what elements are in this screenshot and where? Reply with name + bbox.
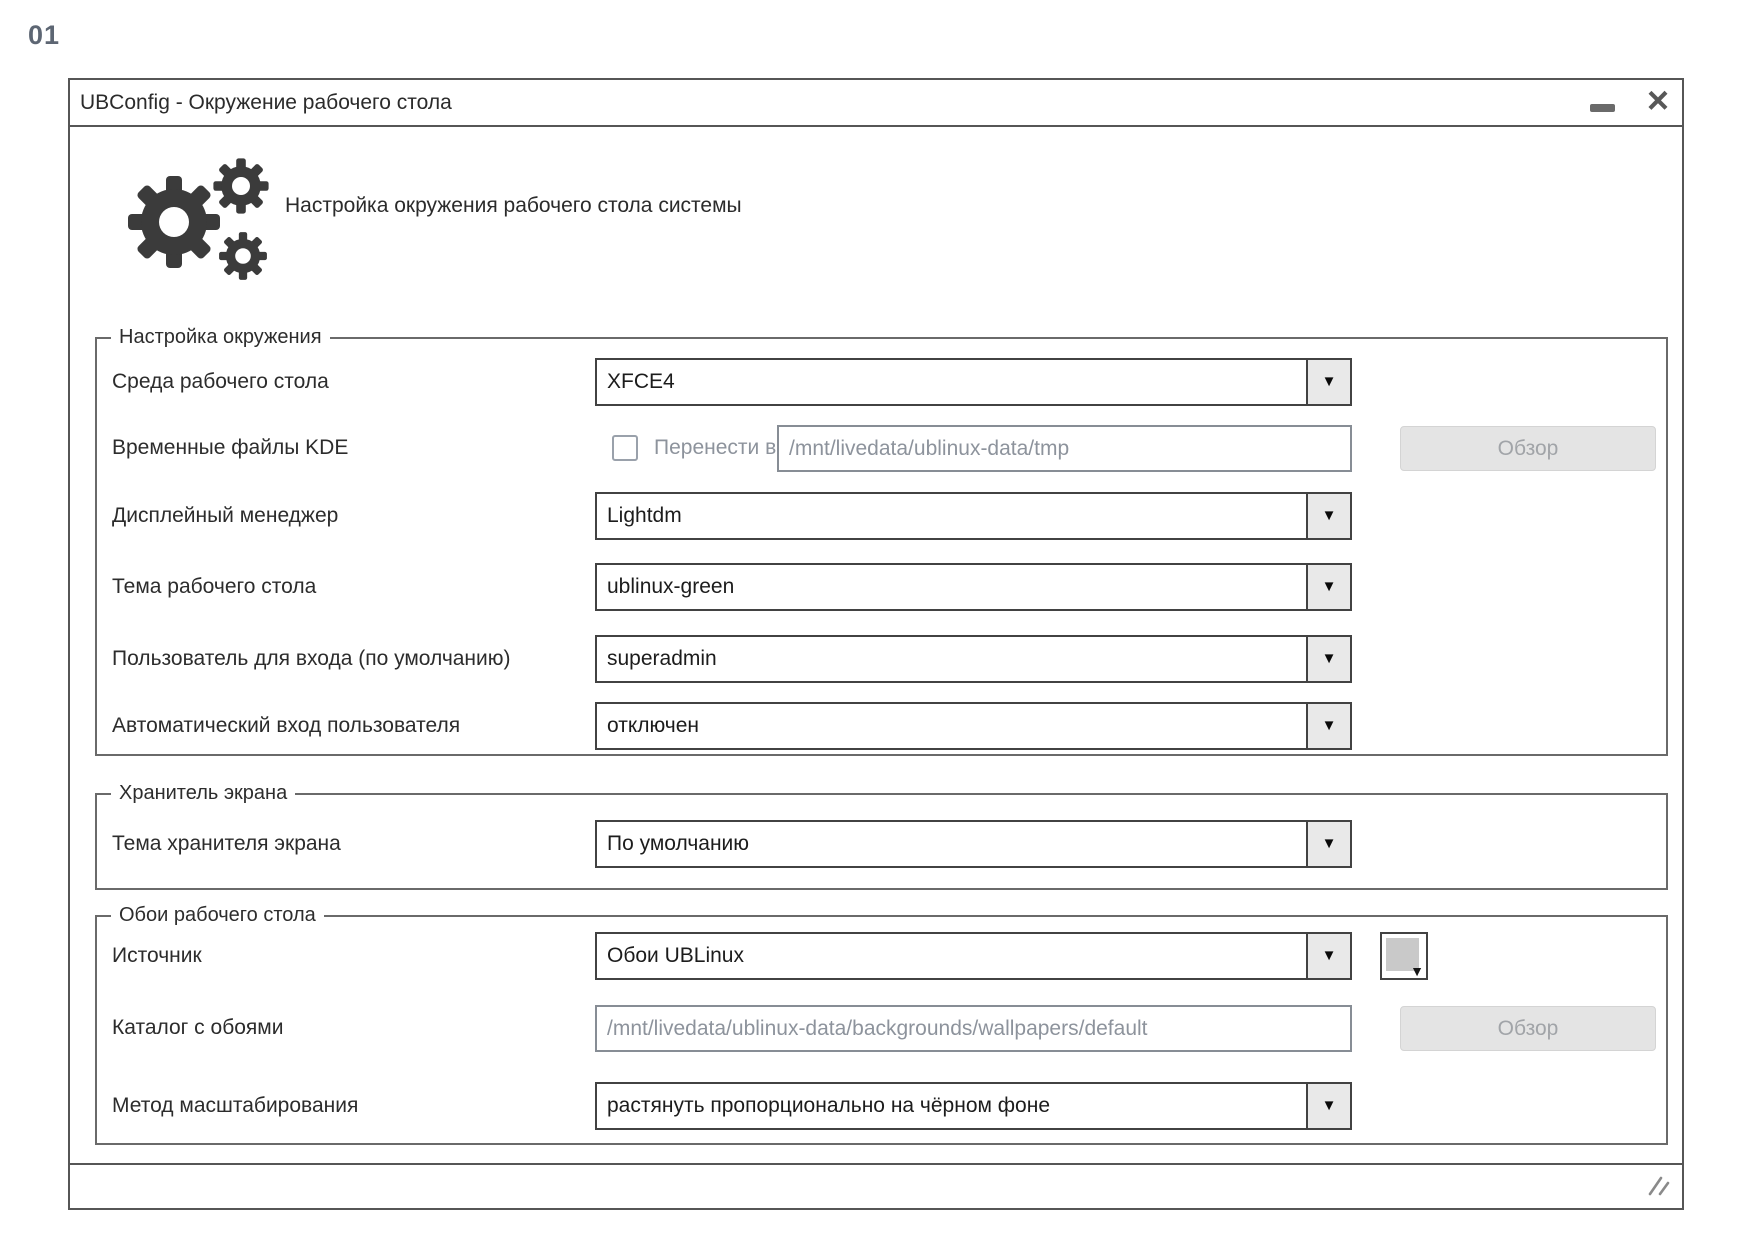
desktop-environment-select[interactable]	[595, 358, 1352, 406]
desktop-theme-value: ublinux-green	[607, 575, 735, 598]
screensaver-theme-select[interactable]	[595, 820, 1352, 868]
window-title: UBConfig - Окружение рабочего стола	[80, 91, 452, 114]
scaling-method-value: растянуть пропорционально на чёрном фоне	[607, 1094, 1051, 1117]
scaling-method-select[interactable]	[595, 1082, 1352, 1130]
kde-tmp-label: Временные файлы KDE	[112, 436, 349, 459]
ubconfig-window	[68, 78, 1684, 1210]
autologin-select[interactable]	[595, 702, 1352, 750]
default-user-label: Пользователь для входа (по умолчанию)	[112, 647, 511, 670]
statusbar-divider	[70, 1163, 1682, 1165]
display-manager-value: Lightdm	[607, 504, 682, 527]
desktop-environment-value: XFCE4	[607, 370, 675, 393]
close-icon[interactable]: ×	[1646, 80, 1670, 122]
screensaver-theme-value: По умолчанию	[607, 832, 750, 855]
chevron-down-icon[interactable]: ▼	[1306, 1084, 1350, 1128]
screensaver-theme-label: Тема хранителя экрана	[112, 832, 341, 855]
chevron-down-icon: ▼	[1410, 963, 1424, 979]
minimize-icon[interactable]	[1590, 104, 1615, 112]
desktop-environment-label: Среда рабочего стола	[112, 370, 329, 393]
wallpaper-source-select[interactable]	[595, 932, 1352, 980]
chevron-down-icon[interactable]: ▼	[1306, 494, 1350, 538]
chevron-down-icon[interactable]: ▼	[1306, 360, 1350, 404]
wallpaper-source-value: Обои UBLinux	[607, 944, 744, 967]
group-wallpaper-title: Обои рабочего стола	[119, 904, 316, 926]
display-manager-select[interactable]	[595, 492, 1352, 540]
wallpaper-preview-button[interactable]	[1380, 932, 1428, 980]
move-to-label: Перенести в	[654, 436, 777, 459]
desktop-theme-select[interactable]	[595, 563, 1352, 611]
group-screensaver-title: Хранитель экрана	[119, 782, 288, 804]
chevron-down-icon[interactable]: ▼	[1306, 704, 1350, 748]
move-kde-tmp-checkbox[interactable]	[612, 435, 638, 461]
chevron-down-icon[interactable]: ▼	[1306, 637, 1350, 681]
default-user-select[interactable]	[595, 635, 1352, 683]
wallpaper-directory-input[interactable]: /mnt/livedata/ublinux-data/backgrounds/wallpapers/default	[595, 1005, 1352, 1052]
group-environment-title: Настройка окружения	[119, 326, 322, 348]
wallpaper-directory-label: Каталог с обоями	[112, 1016, 284, 1039]
chevron-down-icon[interactable]: ▼	[1306, 934, 1350, 978]
kde-tmp-path-input[interactable]: /mnt/livedata/ublinux-data/tmp	[777, 425, 1352, 472]
figure-number: 01	[28, 20, 61, 50]
autologin-label: Автоматический вход пользователя	[112, 714, 461, 737]
autologin-value: отключен	[607, 714, 700, 737]
wallpaper-source-label: Источник	[112, 944, 202, 967]
resize-grip-icon[interactable]	[1646, 1175, 1674, 1197]
kde-tmp-browse-button[interactable]: Обзор	[1400, 426, 1656, 471]
chevron-down-icon[interactable]: ▼	[1306, 565, 1350, 609]
app-description: Настройка окружения рабочего стола системы	[285, 194, 742, 217]
desktop-theme-label: Тема рабочего стола	[112, 575, 317, 598]
chevron-down-icon[interactable]: ▼	[1306, 822, 1350, 866]
scaling-method-label: Метод масштабирования	[112, 1094, 359, 1117]
titlebar[interactable]	[70, 80, 1682, 127]
wallpaper-browse-button[interactable]: Обзор	[1400, 1006, 1656, 1051]
default-user-value: superadmin	[607, 647, 717, 670]
gears-icon	[110, 144, 286, 290]
display-manager-label: Дисплейный менеджер	[112, 504, 339, 527]
